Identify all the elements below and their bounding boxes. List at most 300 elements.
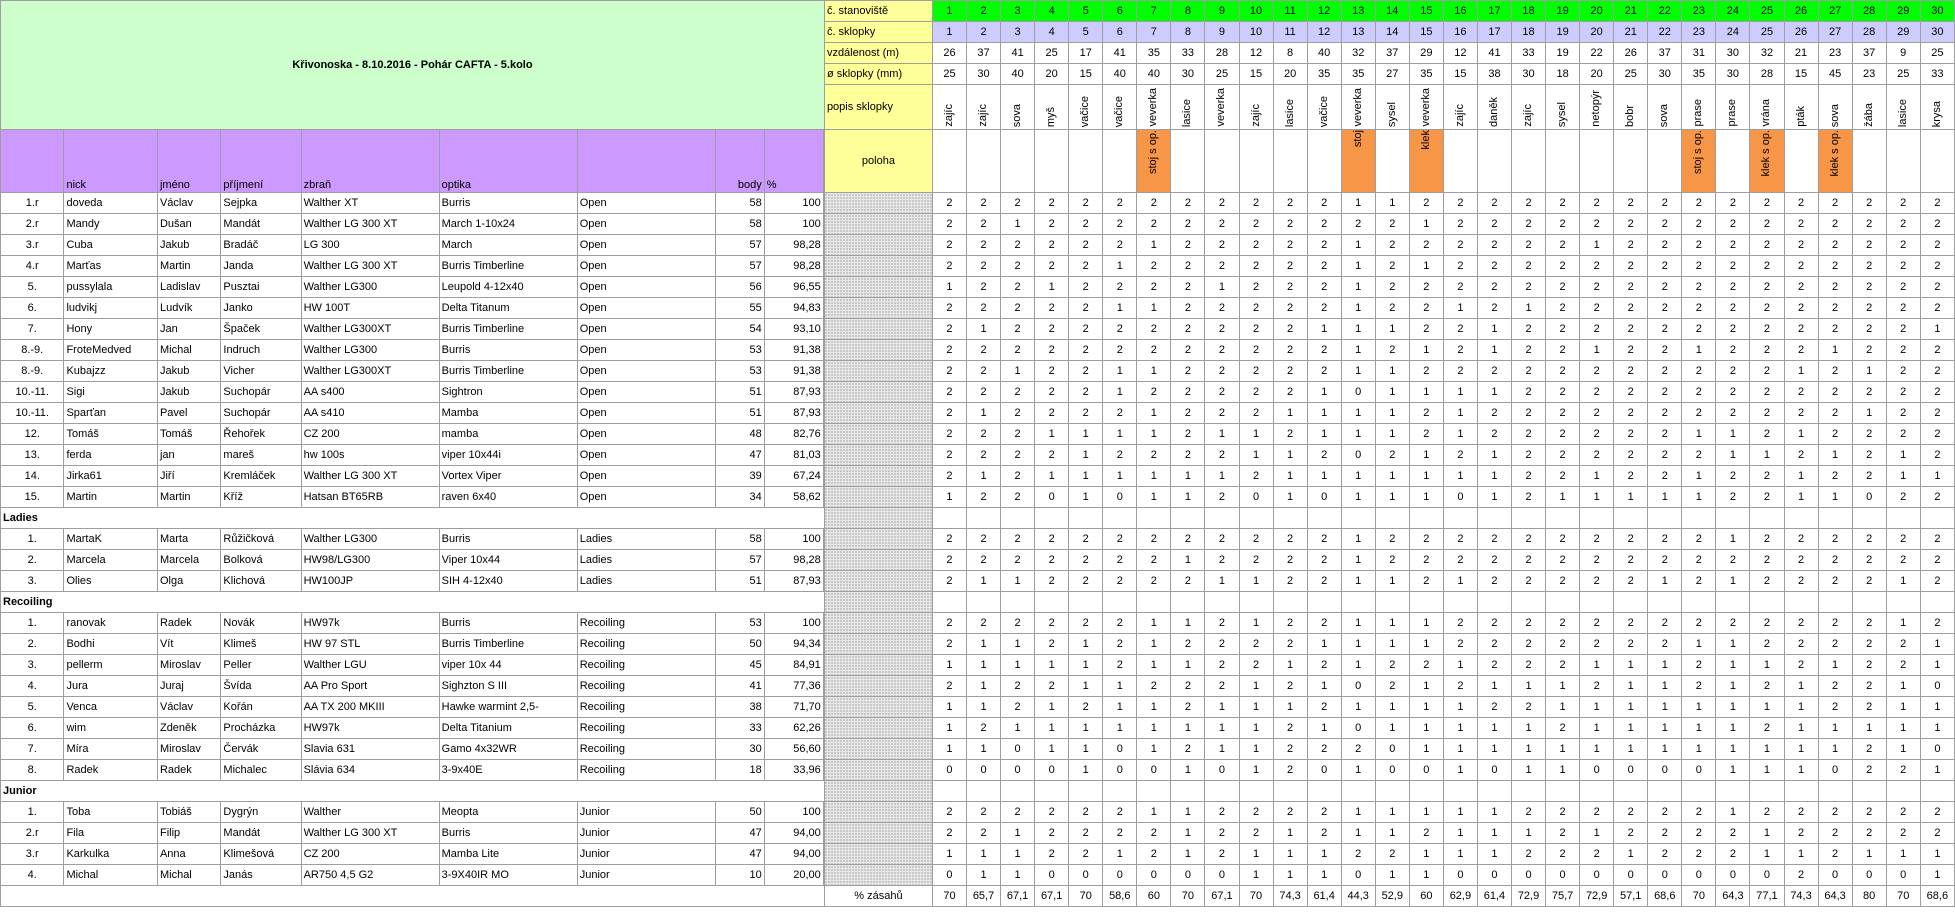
score-cell: 2 [967,382,1001,403]
nick: MartaK [64,529,158,550]
score-cell: 0 [1852,487,1886,508]
score-cell: 2 [1818,676,1852,697]
nick: Marťas [64,256,158,277]
score-cell: 1 [1580,487,1614,508]
score-cell: 2 [1852,823,1886,844]
score-cell: 1 [1716,445,1750,466]
description-text: myš [1045,106,1058,127]
score-cell: 2 [1852,550,1886,571]
empty-score-cell [1205,592,1239,613]
empty-score-cell [1614,508,1648,529]
zbran: CZ 200 [301,424,439,445]
score-cell: 2 [1818,214,1852,235]
score-cell: 2 [1852,193,1886,214]
empty-score-cell [1001,508,1035,529]
score-cell: 2 [1171,571,1205,592]
score-cell: 2 [1512,655,1546,676]
station-number: 21 [1614,1,1648,22]
score-cell: 2 [1239,298,1273,319]
target-diameter: 18 [1546,64,1580,85]
score-cell: 2 [1307,613,1341,634]
score-cell: 0 [1205,865,1239,886]
category: Open [577,382,715,403]
rank: 1. [1,613,64,634]
station-number: 22 [1648,1,1682,22]
station-number: 17 [1477,1,1511,22]
score-cell: 0 [1920,739,1954,760]
score-cell: 2 [1716,298,1750,319]
target-number: 24 [1716,22,1750,43]
score-cell: 1 [1443,739,1477,760]
score-cell: 2 [932,298,966,319]
score-cell: 2 [1818,277,1852,298]
score-cell: 2 [1103,403,1137,424]
score-cell: 2 [1852,277,1886,298]
hit-percentage: 58,6 [1103,886,1137,907]
optika: viper 10x 44 [439,655,577,676]
score-cell: 2 [1273,760,1307,781]
body: 53 [715,613,764,634]
score-cell: 2 [1614,235,1648,256]
score-cell: 2 [1648,844,1682,865]
empty-score-cell [1682,592,1716,613]
hit-percentage: 62,9 [1443,886,1477,907]
empty-score-cell [1784,781,1818,802]
score-cell: 2 [1069,802,1103,823]
score-cell: 2 [1852,613,1886,634]
score-cell: 2 [1716,613,1750,634]
target-diameter: 25 [1886,64,1920,85]
score-cell: 2 [932,382,966,403]
empty-score-cell [1580,781,1614,802]
score-cell: 2 [1307,445,1341,466]
score-cell: 2 [1409,823,1443,844]
position-hatch [824,193,932,214]
score-cell: 2 [1682,844,1716,865]
score-cell: 1 [1137,655,1171,676]
score-cell: 2 [1546,340,1580,361]
score-cell: 1 [1920,466,1954,487]
description-text: vačice [1317,95,1330,127]
target-position [932,130,966,193]
empty-score-cell [1784,592,1818,613]
score-cell: 0 [1341,718,1375,739]
score-cell: 2 [1409,361,1443,382]
body: 47 [715,844,764,865]
optika: mamba [439,424,577,445]
body: 41 [715,676,764,697]
empty-score-cell [1137,781,1171,802]
empty-score-cell [1205,508,1239,529]
score-cell: 1 [1171,487,1205,508]
score-cell: 2 [967,214,1001,235]
prijmeni: Švída [221,676,301,697]
pct: 96,55 [764,277,823,298]
table-row [1,298,1955,319]
prijmeni: Bolková [221,550,301,571]
score-cell: 2 [1648,424,1682,445]
score-cell: 2 [1069,256,1103,277]
score-cell: 2 [1273,277,1307,298]
table-row [1,571,1955,592]
score-cell: 2 [1443,277,1477,298]
empty-score-cell [1886,592,1920,613]
score-cell: 2 [967,235,1001,256]
score-cell: 2 [1273,718,1307,739]
score-cell: 2 [1273,235,1307,256]
score-cell: 1 [1682,487,1716,508]
score-cell: 2 [1001,235,1035,256]
target-distance: 9 [1886,43,1920,64]
zbran: LG 300 [301,235,439,256]
position-hatch [824,781,932,802]
score-cell: 2 [1852,802,1886,823]
score-cell: 1 [1375,361,1409,382]
score-cell: 2 [1614,802,1648,823]
score-cell: 2 [1920,802,1954,823]
position-hatch [824,256,932,277]
empty-score-cell [1477,592,1511,613]
score-cell: 2 [1137,550,1171,571]
empty-score-cell [1750,781,1784,802]
score-cell: 2 [1818,382,1852,403]
nick: Hony [64,319,158,340]
score-cell: 2 [1103,235,1137,256]
score-cell: 2 [1137,382,1171,403]
score-cell: 1 [1205,466,1239,487]
description-text: prase [1726,99,1739,127]
optika: Gamo 4x32WR [439,739,577,760]
score-cell: 1 [1375,193,1409,214]
score-cell: 0 [1137,865,1171,886]
table-row [1,235,1955,256]
score-cell: 2 [1477,697,1511,718]
score-cell: 2 [1375,844,1409,865]
hit-percentage: 72,9 [1580,886,1614,907]
category: Open [577,319,715,340]
score-cell: 1 [1001,361,1035,382]
score-cell: 1 [1886,739,1920,760]
score-cell: 2 [1750,718,1784,739]
hit-percentage: 70 [1682,886,1716,907]
zbran: HW97k [301,613,439,634]
score-cell: 1 [1307,718,1341,739]
score-cell: 0 [1648,865,1682,886]
position-hatch [824,277,932,298]
score-cell: 2 [1546,655,1580,676]
target-number: 4 [1035,22,1069,43]
score-cell: 2 [1920,424,1954,445]
optika: Sighzton S III [439,676,577,697]
score-cell: 2 [1716,193,1750,214]
score-cell: 1 [1750,739,1784,760]
pct: 98,28 [764,256,823,277]
label-sklopky: č. sklopky [824,22,932,43]
target-distance: 33 [1512,43,1546,64]
target-number: 14 [1375,22,1409,43]
empty-score-cell [1375,592,1409,613]
score-cell: 2 [1443,256,1477,277]
score-cell: 2 [1682,613,1716,634]
score-cell: 1 [1341,487,1375,508]
score-cell: 0 [1035,760,1069,781]
score-cell: 2 [1546,256,1580,277]
rank: 2. [1,550,64,571]
score-cell: 1 [1546,676,1580,697]
category: Open [577,424,715,445]
score-cell: 2 [1477,634,1511,655]
score-cell: 2 [1920,361,1954,382]
target-number: 26 [1784,22,1818,43]
empty-score-cell [1852,781,1886,802]
empty-score-cell [932,508,966,529]
target-number: 15 [1409,22,1443,43]
section-row [1,781,1955,802]
score-cell: 1 [1648,739,1682,760]
score-cell: 2 [1307,823,1341,844]
target-position [1035,130,1069,193]
position-text: klek s op. [1828,130,1841,177]
score-cell: 2 [1443,613,1477,634]
zbran: AA TX 200 MKIII [301,697,439,718]
score-cell: 2 [1512,235,1546,256]
score-cell: 2 [1273,676,1307,697]
score-cell: 2 [1069,844,1103,865]
jmeno: Václav [157,193,220,214]
jmeno: Marcela [157,550,220,571]
rank: 3. [1,571,64,592]
target-diameter: 40 [1137,64,1171,85]
jmeno: Marta [157,529,220,550]
score-cell: 2 [1239,823,1273,844]
score-cell: 2 [1614,466,1648,487]
score-cell: 2 [1205,487,1239,508]
score-cell: 1 [1614,676,1648,697]
nick: wim [64,718,158,739]
score-cell: 2 [1682,277,1716,298]
score-cell: 2 [1614,445,1648,466]
score-cell: 2 [1069,550,1103,571]
prijmeni: Klimeš [221,634,301,655]
score-cell: 2 [1682,298,1716,319]
score-cell: 1 [1035,739,1069,760]
jmeno: Miroslav [157,655,220,676]
prijmeni: Růžičková [221,529,301,550]
score-cell: 2 [1784,865,1818,886]
position-text: stoj [1351,130,1364,148]
sum-spacer [1,886,825,907]
position-hatch [824,718,932,739]
score-cell: 2 [1512,634,1546,655]
score-cell: 2 [1614,361,1648,382]
score-cell: 2 [1035,529,1069,550]
target-diameter: 20 [1035,64,1069,85]
score-cell: 1 [932,277,966,298]
jmeno: Radek [157,613,220,634]
score-cell: 1 [1001,655,1035,676]
body: 53 [715,340,764,361]
score-cell: 1 [1546,487,1580,508]
score-cell: 2 [1205,298,1239,319]
score-cell: 1 [967,655,1001,676]
target-distance: 37 [1852,43,1886,64]
jmeno: Anna [157,844,220,865]
score-cell: 2 [1818,823,1852,844]
score-cell: 1 [1103,361,1137,382]
score-cell: 2 [967,529,1001,550]
score-cell: 2 [1716,319,1750,340]
score-cell: 1 [1341,319,1375,340]
empty-score-cell [1546,592,1580,613]
table-row [1,424,1955,445]
score-cell: 2 [1716,823,1750,844]
score-cell: 1 [1682,340,1716,361]
score-cell: 1 [1239,739,1273,760]
score-cell: 1 [1137,361,1171,382]
empty-score-cell [1137,592,1171,613]
score-cell: 1 [1477,802,1511,823]
score-cell: 2 [1171,697,1205,718]
score-cell: 2 [1580,676,1614,697]
score-cell: 2 [1852,340,1886,361]
score-cell: 2 [1035,844,1069,865]
target-description [1580,85,1614,130]
optika: Hawke warmint 2,5- [439,697,577,718]
rank: 15. [1,487,64,508]
score-cell: 2 [1818,634,1852,655]
position-hatch [824,823,932,844]
zbran: Walther LG300 [301,277,439,298]
target-distance: 19 [1546,43,1580,64]
score-cell: 2 [1375,235,1409,256]
score-cell: 2 [1035,802,1069,823]
rank: 5. [1,277,64,298]
target-number: 11 [1273,22,1307,43]
body: 34 [715,487,764,508]
score-cell: 2 [1886,760,1920,781]
score-cell: 1 [1920,655,1954,676]
score-cell: 2 [1137,571,1171,592]
jmeno: Ladislav [157,277,220,298]
score-cell: 2 [1818,802,1852,823]
empty-score-cell [1750,592,1784,613]
body: 58 [715,529,764,550]
zbran: Walther LG 300 XT [301,466,439,487]
description-text: zajíc [1249,104,1262,127]
score-cell: 1 [1886,718,1920,739]
score-cell: 2 [932,193,966,214]
score-cell: 1 [1375,571,1409,592]
score-cell: 1 [1239,718,1273,739]
prijmeni: Pusztai [221,277,301,298]
position-hatch [824,739,932,760]
rank: 13. [1,445,64,466]
score-cell: 2 [1341,214,1375,235]
score-cell: 2 [932,613,966,634]
score-cell: 2 [1375,550,1409,571]
pct: 87,93 [764,571,823,592]
score-cell: 1 [1103,697,1137,718]
score-cell: 2 [1784,403,1818,424]
empty-score-cell [1648,592,1682,613]
target-position [1409,130,1443,193]
score-cell: 2 [1239,802,1273,823]
score-cell: 1 [1784,424,1818,445]
score-cell: 1 [1443,760,1477,781]
score-cell: 2 [1886,193,1920,214]
score-cell: 2 [1716,340,1750,361]
pct: 94,00 [764,844,823,865]
score-cell: 2 [1443,361,1477,382]
score-cell: 2 [1852,760,1886,781]
score-cell: 1 [1920,760,1954,781]
score-cell: 2 [1035,340,1069,361]
hit-percentage: 68,6 [1920,886,1954,907]
body: 10 [715,865,764,886]
score-cell: 2 [1614,256,1648,277]
category: Ladies [577,550,715,571]
score-cell: 2 [1307,340,1341,361]
score-cell: 0 [1171,865,1205,886]
score-cell: 2 [1682,571,1716,592]
score-cell: 2 [1852,571,1886,592]
target-diameter: 25 [1614,64,1648,85]
score-cell: 2 [1512,424,1546,445]
score-cell: 2 [1920,403,1954,424]
score-cell: 1 [1648,697,1682,718]
empty-score-cell [1103,592,1137,613]
score-cell: 2 [1920,550,1954,571]
score-cell: 2 [1580,214,1614,235]
score-cell: 1 [1103,256,1137,277]
score-cell: 2 [1069,277,1103,298]
empty-score-cell [1035,508,1069,529]
target-number: 10 [1239,22,1273,43]
score-cell: 2 [1273,256,1307,277]
score-cell: 2 [1682,655,1716,676]
pct: 100 [764,529,823,550]
target-position [1750,130,1784,193]
score-cell: 1 [1409,487,1443,508]
score-cell: 0 [1035,487,1069,508]
score-cell: 2 [1580,193,1614,214]
score-cell: 1 [1375,634,1409,655]
table-row [1,256,1955,277]
score-cell: 2 [1750,424,1784,445]
body: 45 [715,655,764,676]
score-cell: 1 [1818,445,1852,466]
pct: 33,96 [764,760,823,781]
rank: 4. [1,865,64,886]
score-cell: 1 [1716,571,1750,592]
pct: 91,38 [764,340,823,361]
nick: Jirka61 [64,466,158,487]
hit-percentage: 64,3 [1716,886,1750,907]
prijmeni: Sejpka [221,193,301,214]
optika: raven 6x40 [439,487,577,508]
score-cell: 2 [1171,340,1205,361]
target-number: 12 [1307,22,1341,43]
category: Open [577,193,715,214]
rank: 4.r [1,256,64,277]
score-cell: 2 [1818,403,1852,424]
target-description [1307,85,1341,130]
score-cell: 2 [1273,424,1307,445]
score-cell: 2 [1375,277,1409,298]
score-cell: 1 [1205,571,1239,592]
score-cell: 2 [1239,403,1273,424]
zbran: Hatsan BT65RB [301,487,439,508]
